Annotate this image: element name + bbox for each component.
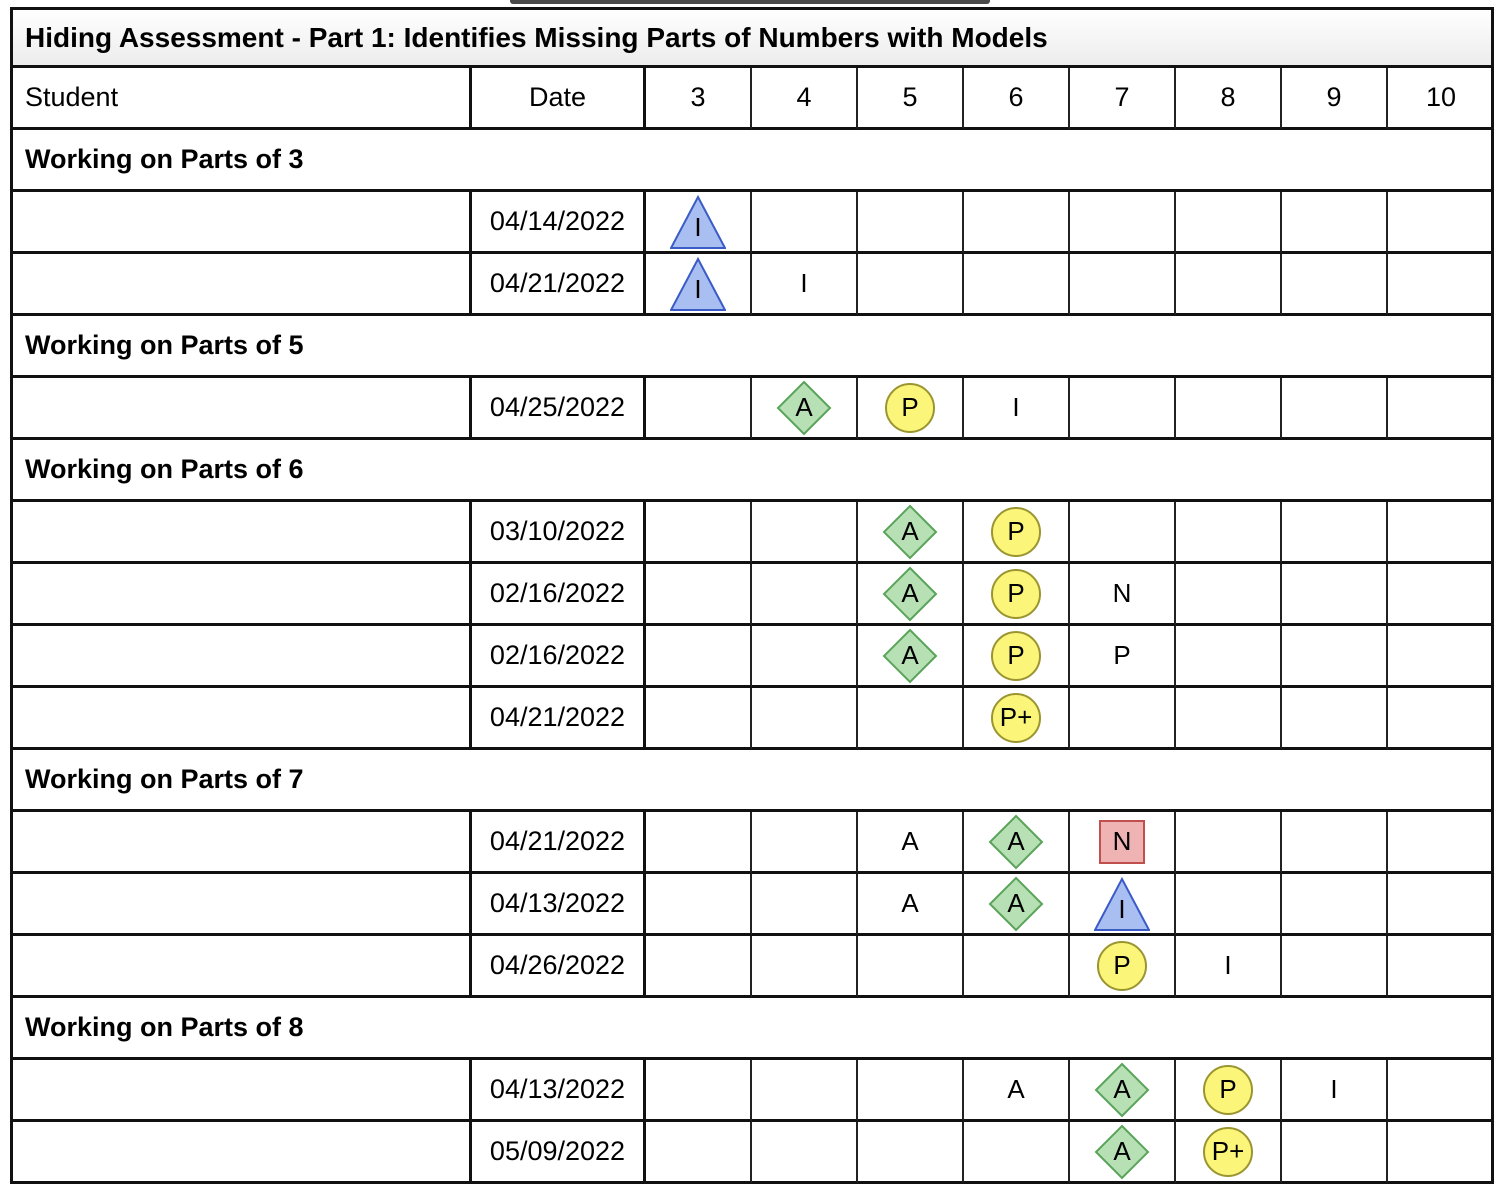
score-cell[interactable] bbox=[1070, 1060, 1176, 1122]
score-cell[interactable] bbox=[1282, 1122, 1388, 1184]
score-cell[interactable] bbox=[1388, 936, 1494, 998]
student-cell[interactable] bbox=[13, 1122, 472, 1184]
score-cell[interactable] bbox=[752, 1060, 858, 1122]
score-cell[interactable] bbox=[964, 192, 1070, 254]
score-diamond-mark bbox=[882, 566, 938, 622]
score-cell[interactable] bbox=[1070, 688, 1176, 750]
score-cell[interactable] bbox=[1176, 626, 1282, 688]
score-cell[interactable] bbox=[646, 254, 752, 316]
score-circle-mark bbox=[1203, 1127, 1253, 1177]
score-cell[interactable] bbox=[1388, 1122, 1494, 1184]
score-label: P bbox=[1113, 950, 1131, 980]
score-cell[interactable] bbox=[1282, 874, 1388, 936]
score-triangle-mark bbox=[670, 256, 726, 312]
score-cell[interactable] bbox=[1176, 378, 1282, 440]
score-text bbox=[1113, 578, 1132, 609]
score-label: I bbox=[1118, 894, 1126, 924]
column-header: 5 bbox=[858, 68, 964, 130]
score-triangle-mark bbox=[670, 194, 726, 250]
score-cell[interactable] bbox=[1176, 688, 1282, 750]
score-cell[interactable] bbox=[646, 688, 752, 750]
score-cell[interactable] bbox=[964, 564, 1070, 626]
score-cell[interactable] bbox=[646, 874, 752, 936]
score-text bbox=[901, 888, 918, 919]
score-cell[interactable] bbox=[1282, 626, 1388, 688]
date-cell: 02/16/2022 bbox=[472, 564, 646, 626]
score-label: A bbox=[901, 578, 919, 608]
column-header: 10 bbox=[1388, 68, 1494, 130]
score-cell[interactable] bbox=[964, 1122, 1070, 1184]
score-cell[interactable] bbox=[1176, 502, 1282, 564]
score-cell[interactable] bbox=[964, 254, 1070, 316]
score-label: I bbox=[800, 268, 808, 298]
date-cell: 04/21/2022 bbox=[472, 688, 646, 750]
score-cell[interactable] bbox=[1388, 626, 1494, 688]
score-text bbox=[1007, 1074, 1024, 1105]
score-cell[interactable] bbox=[964, 626, 1070, 688]
score-diamond-mark bbox=[988, 876, 1044, 932]
score-cell[interactable] bbox=[1282, 1060, 1388, 1122]
score-cell[interactable] bbox=[646, 378, 752, 440]
score-cell[interactable] bbox=[1282, 192, 1388, 254]
score-cell[interactable] bbox=[1070, 874, 1176, 936]
score-cell[interactable] bbox=[1070, 1122, 1176, 1184]
score-cell[interactable] bbox=[964, 378, 1070, 440]
column-header: 6 bbox=[964, 68, 1070, 130]
score-cell[interactable] bbox=[1282, 688, 1388, 750]
score-cell[interactable] bbox=[858, 254, 964, 316]
column-header: 9 bbox=[1282, 68, 1388, 130]
score-cell[interactable] bbox=[858, 564, 964, 626]
score-cell[interactable] bbox=[858, 378, 964, 440]
score-cell[interactable] bbox=[646, 936, 752, 998]
student-cell[interactable] bbox=[13, 812, 472, 874]
score-cell[interactable] bbox=[752, 502, 858, 564]
score-circle-mark bbox=[991, 631, 1041, 681]
score-cell[interactable] bbox=[1388, 378, 1494, 440]
score-label: A bbox=[1007, 888, 1025, 918]
score-label: N bbox=[1112, 826, 1132, 856]
score-cell[interactable] bbox=[1176, 874, 1282, 936]
score-label: I bbox=[1224, 950, 1232, 980]
score-cell[interactable] bbox=[964, 812, 1070, 874]
score-cell[interactable] bbox=[1176, 564, 1282, 626]
section-header: Working on Parts of 5 bbox=[13, 316, 1494, 378]
score-label: N bbox=[1112, 578, 1132, 608]
score-label: P bbox=[1113, 640, 1131, 670]
date-cell: 04/21/2022 bbox=[472, 812, 646, 874]
score-label: A bbox=[901, 888, 919, 918]
score-cell[interactable] bbox=[964, 874, 1070, 936]
score-cell[interactable] bbox=[1176, 812, 1282, 874]
column-header: 8 bbox=[1176, 68, 1282, 130]
score-label: I bbox=[694, 274, 702, 304]
score-cell[interactable] bbox=[1388, 502, 1494, 564]
student-cell[interactable] bbox=[13, 254, 472, 316]
score-cell[interactable] bbox=[646, 626, 752, 688]
score-cell[interactable] bbox=[1388, 874, 1494, 936]
score-cell[interactable] bbox=[858, 1060, 964, 1122]
score-cell[interactable] bbox=[858, 688, 964, 750]
student-cell[interactable] bbox=[13, 626, 472, 688]
section-header: Working on Parts of 3 bbox=[13, 130, 1494, 192]
date-cell: 02/16/2022 bbox=[472, 626, 646, 688]
score-cell[interactable] bbox=[752, 564, 858, 626]
score-cell[interactable] bbox=[752, 254, 858, 316]
score-cell[interactable] bbox=[1388, 1060, 1494, 1122]
score-cell[interactable] bbox=[1282, 812, 1388, 874]
column-header: Student bbox=[13, 68, 472, 130]
score-circle-mark bbox=[991, 507, 1041, 557]
score-label: P bbox=[901, 392, 919, 422]
score-cell[interactable] bbox=[858, 626, 964, 688]
score-cell[interactable] bbox=[1388, 812, 1494, 874]
score-diamond-mark bbox=[882, 504, 938, 560]
score-cell[interactable] bbox=[1282, 378, 1388, 440]
score-cell[interactable] bbox=[646, 812, 752, 874]
score-text bbox=[800, 268, 807, 299]
score-text bbox=[1224, 950, 1231, 981]
score-label: P bbox=[1219, 1074, 1237, 1104]
score-cell[interactable] bbox=[752, 812, 858, 874]
score-cell[interactable] bbox=[1070, 564, 1176, 626]
score-cell[interactable] bbox=[646, 564, 752, 626]
score-text bbox=[901, 826, 918, 857]
score-cell[interactable] bbox=[1388, 688, 1494, 750]
window-top-handle bbox=[510, 0, 990, 4]
score-text bbox=[1330, 1074, 1337, 1105]
score-cell[interactable] bbox=[1176, 936, 1282, 998]
student-cell[interactable] bbox=[13, 874, 472, 936]
score-label: A bbox=[1113, 1074, 1131, 1104]
score-label: I bbox=[694, 212, 702, 242]
date-cell: 04/21/2022 bbox=[472, 254, 646, 316]
student-cell[interactable] bbox=[13, 936, 472, 998]
section-header: Working on Parts of 8 bbox=[13, 998, 1494, 1060]
table-grid bbox=[13, 68, 1491, 1184]
score-cell[interactable] bbox=[646, 192, 752, 254]
score-cell[interactable] bbox=[752, 626, 858, 688]
assessment-table bbox=[10, 7, 1494, 1184]
score-cell[interactable] bbox=[858, 812, 964, 874]
score-diamond-mark bbox=[1094, 1062, 1150, 1118]
score-cell[interactable] bbox=[858, 192, 964, 254]
score-cell[interactable] bbox=[752, 936, 858, 998]
score-text bbox=[1012, 392, 1019, 423]
score-diamond-mark bbox=[882, 628, 938, 684]
score-cell[interactable] bbox=[1176, 1060, 1282, 1122]
score-cell[interactable] bbox=[1388, 192, 1494, 254]
score-cell[interactable] bbox=[646, 502, 752, 564]
score-triangle-mark bbox=[1094, 876, 1150, 932]
score-label: A bbox=[1007, 826, 1025, 856]
student-cell[interactable] bbox=[13, 378, 472, 440]
score-cell[interactable] bbox=[964, 936, 1070, 998]
score-cell[interactable] bbox=[752, 688, 858, 750]
score-cell[interactable] bbox=[752, 192, 858, 254]
score-cell[interactable] bbox=[1070, 192, 1176, 254]
score-circle-mark bbox=[991, 693, 1041, 743]
score-label: P bbox=[1007, 640, 1025, 670]
score-circle-mark bbox=[1097, 941, 1147, 991]
student-cell[interactable] bbox=[13, 502, 472, 564]
score-cell[interactable] bbox=[1282, 936, 1388, 998]
section-header: Working on Parts of 7 bbox=[13, 750, 1494, 812]
student-cell[interactable] bbox=[13, 192, 472, 254]
score-cell[interactable] bbox=[964, 1060, 1070, 1122]
date-cell: 05/09/2022 bbox=[472, 1122, 646, 1184]
score-label: P+ bbox=[1211, 1136, 1245, 1166]
score-cell[interactable] bbox=[964, 688, 1070, 750]
column-header: 3 bbox=[646, 68, 752, 130]
score-cell[interactable] bbox=[646, 1122, 752, 1184]
score-cell[interactable] bbox=[752, 378, 858, 440]
score-label: I bbox=[1012, 392, 1020, 422]
score-cell[interactable] bbox=[1388, 254, 1494, 316]
score-label: A bbox=[901, 516, 919, 546]
score-cell[interactable] bbox=[1070, 254, 1176, 316]
score-cell[interactable] bbox=[1070, 626, 1176, 688]
score-cell[interactable] bbox=[646, 1060, 752, 1122]
score-cell[interactable] bbox=[1282, 254, 1388, 316]
score-cell[interactable] bbox=[1176, 254, 1282, 316]
score-cell[interactable] bbox=[1282, 502, 1388, 564]
score-label: P+ bbox=[999, 702, 1033, 732]
score-cell[interactable] bbox=[1070, 936, 1176, 998]
date-cell: 04/26/2022 bbox=[472, 936, 646, 998]
score-text bbox=[1113, 640, 1130, 671]
score-cell[interactable] bbox=[1282, 564, 1388, 626]
score-label: A bbox=[1007, 1074, 1025, 1104]
score-diamond-mark bbox=[776, 380, 832, 436]
score-diamond-mark bbox=[988, 814, 1044, 870]
score-square-mark bbox=[1099, 820, 1145, 864]
score-cell[interactable] bbox=[858, 502, 964, 564]
date-cell: 04/25/2022 bbox=[472, 378, 646, 440]
score-cell[interactable] bbox=[858, 874, 964, 936]
score-cell[interactable] bbox=[752, 1122, 858, 1184]
column-header: 7 bbox=[1070, 68, 1176, 130]
date-cell: 04/14/2022 bbox=[472, 192, 646, 254]
score-cell[interactable] bbox=[858, 1122, 964, 1184]
score-label: I bbox=[1330, 1074, 1338, 1104]
score-circle-mark bbox=[1203, 1065, 1253, 1115]
student-cell[interactable] bbox=[13, 688, 472, 750]
score-cell[interactable] bbox=[964, 502, 1070, 564]
score-cell[interactable] bbox=[1070, 812, 1176, 874]
score-cell[interactable] bbox=[1070, 502, 1176, 564]
score-cell[interactable] bbox=[1070, 378, 1176, 440]
column-header: 4 bbox=[752, 68, 858, 130]
score-cell[interactable] bbox=[1176, 192, 1282, 254]
student-cell[interactable] bbox=[13, 1060, 472, 1122]
score-cell[interactable] bbox=[752, 874, 858, 936]
column-header: Date bbox=[472, 68, 646, 130]
score-label: P bbox=[1007, 578, 1025, 608]
score-cell[interactable] bbox=[858, 936, 964, 998]
date-cell: 04/13/2022 bbox=[472, 1060, 646, 1122]
student-cell[interactable] bbox=[13, 564, 472, 626]
table-title: Hiding Assessment - Part 1: Identifies Missing Parts of Numbers with Models bbox=[13, 10, 1491, 68]
score-label: P bbox=[1007, 516, 1025, 546]
score-label: A bbox=[901, 826, 919, 856]
score-diamond-mark bbox=[1094, 1124, 1150, 1180]
score-label: A bbox=[901, 640, 919, 670]
date-cell: 04/13/2022 bbox=[472, 874, 646, 936]
date-cell: 03/10/2022 bbox=[472, 502, 646, 564]
score-circle-mark bbox=[885, 383, 935, 433]
score-circle-mark bbox=[991, 569, 1041, 619]
score-cell[interactable] bbox=[1388, 564, 1494, 626]
score-cell[interactable] bbox=[1176, 1122, 1282, 1184]
section-header: Working on Parts of 6 bbox=[13, 440, 1494, 502]
score-label: A bbox=[795, 392, 813, 422]
score-label: A bbox=[1113, 1136, 1131, 1166]
